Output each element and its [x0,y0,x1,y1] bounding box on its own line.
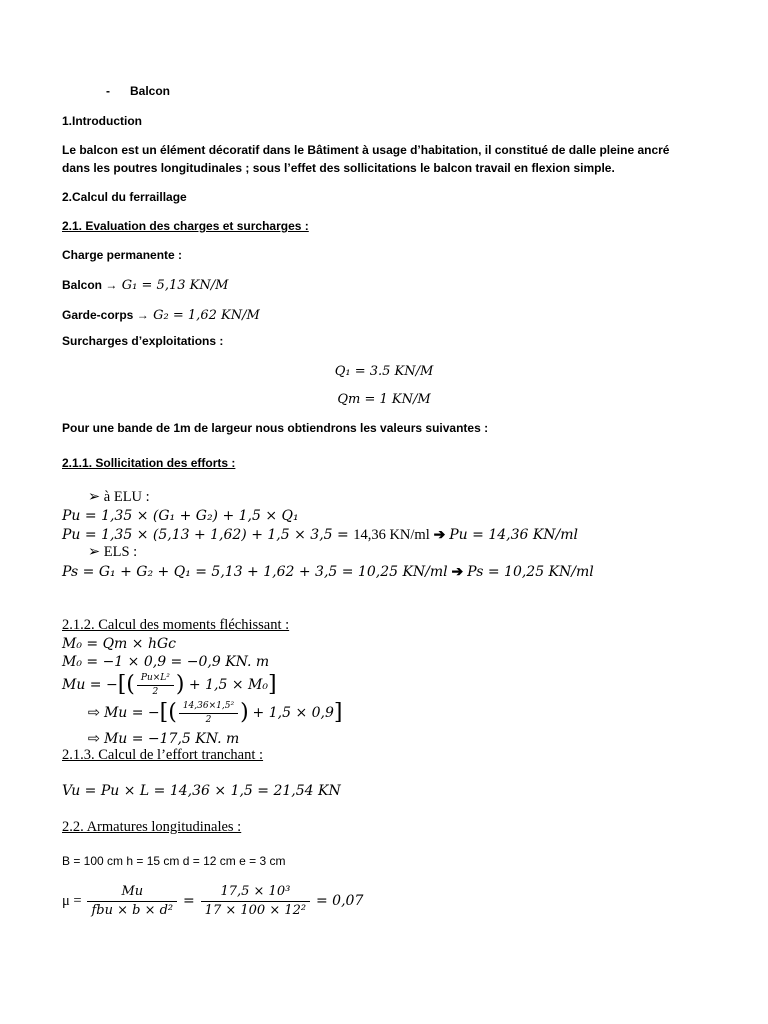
pu-equation-2b: 14,36 KN/ml [353,527,430,543]
heading-moments-flechissant: 2.1.2. Calcul des moments fléchissant : [62,617,290,633]
balcon-label: Balcon → [62,278,118,292]
balcon-load-line [62,275,228,294]
mu-prefix: Mu = − [62,677,118,694]
mu2-fraction-denominator: 2 [205,714,212,725]
heading-introduction: 1.Introduction [62,114,142,128]
mu2-prefix: Mu = − [103,704,160,721]
heading-effort-tranchant: 2.1.3. Calcul de l’effort tranchant : [62,747,264,763]
mu2-fraction [179,701,238,726]
garde-corps-load-line [62,305,260,324]
mu-fraction [137,673,174,698]
mu-equation-3 [62,730,239,748]
m0-equation-1: M₀ = Qm × hGc [62,636,177,652]
mu-equation-2: ⇨ Mu = −[( $\frac{\text{14,36×1,5²}}{2}$ ) + 1,5 × 0,9] [87,700,343,725]
pu-equation-1: Pu = 1,35 × (G₁ + G₂) + 1,5 × Q₁ [62,508,299,524]
bande-text: Pour une bande de 1m de largeur nous obtiendrons les valeurs suivantes : [62,421,489,435]
qm-equation: Qm = 1 KN/M [337,392,431,407]
mu-ratio-fraction-1-denominator: fbu × b × d² [91,902,174,918]
section-dimensions: B = 100 cm h = 15 cm d = 12 cm e = 3 cm [62,854,286,868]
mu-equation-1: Mu = −[( $\frac{\text{Pu×L²}}{2}$ ) + 1,5 × M₀] [62,672,277,697]
arrow-bullet-icon: ➢ [88,544,101,560]
ps-equation-line [62,563,594,581]
intro-paragraph-line-1: Le balcon est un élément décoratif dans le Bâtiment à usage d’habitation, il constitué de dalle pleine ancré [62,143,670,157]
heading-evaluation-charges: 2.1. Evaluation des charges et surcharges : [62,219,309,233]
mu-ratio-result: = 0,07 [316,892,364,909]
doc-title: Balcon [130,84,171,98]
q1-equation: Q₁ = 3.5 KN/M [334,364,434,379]
surcharges-label: Surcharges d’exploitations : [62,334,224,348]
heading-sollicitation-efforts: 2.1.1. Sollicitation des efforts : [62,456,236,470]
equals-sign: = [183,892,195,909]
mu-ratio-fraction-2-numerator: 17,5 × 10³ [201,884,310,902]
mu-ratio-equation [62,884,363,918]
arrow-bullet-icon: ➢ [88,489,101,505]
bullet-dash: - [106,84,110,98]
mu2-fraction-numerator: 14,36×1,5² [179,701,238,714]
elu-bullet-line [88,489,150,506]
heading-calcul-ferraillage: 2.Calcul du ferraillage [62,190,187,204]
charge-permanente-label: Charge permanente : [62,248,183,262]
elu-label: à ELU : [103,489,150,505]
garde-corps-equation: G₂ = 1,62 KN/M [153,308,260,323]
pu-equation-2-line [62,526,578,544]
mu-fraction-denominator: 2 [152,686,159,697]
els-label: ELS : [103,544,138,560]
balcon-equation: G₁ = 5,13 KN/M [121,278,229,293]
m0-equation-2: M₀ = −1 × 0,9 = −0,9 KN. m [62,654,270,670]
mu-ratio-fraction-2-denominator: 17 × 100 × 12² [204,902,307,918]
mu-ratio-fraction-1-numerator: Mu [87,884,177,902]
ps-equation-1: Ps = G₁ + G₂ + Q₁ = 5,13 + 1,62 + 3,5 = 10,25 KN/ml [62,564,448,580]
mu-suffix: + 1,5 × M₀ [188,677,268,694]
mu3-equation: Mu = −17,5 KN. m [103,731,240,747]
hollow-arrow-icon: ⇨ [87,731,101,747]
pu-equation-2a: Pu = 1,35 × (5,13 + 1,62) + 1,5 × 3,5 = [62,527,354,543]
bold-arrow-icon: ➔ [451,563,464,579]
mu-ratio-fraction-2 [201,884,310,918]
heading-armatures-longitudinales: 2.2. Armatures longitudinales : [62,819,242,835]
ps-equation-2: Ps = 10,25 KN/ml [467,564,594,580]
mu-fraction-numerator: Pu×L² [137,673,174,686]
mu2-suffix: + 1,5 × 0,9 [252,704,334,721]
els-bullet-line [88,544,137,561]
pu-equation-2c: Pu = 14,36 KN/ml [449,527,579,543]
hollow-arrow-icon: ⇨ [87,704,101,721]
mu-symbol: μ = [62,892,82,909]
bold-arrow-icon: ➔ [433,526,446,542]
intro-paragraph-line-2: dans les poutres longitudinales ; sous l’effet des sollicitations le balcon travail en flexion simple. [62,161,615,175]
garde-corps-label: Garde-corps → [62,308,149,322]
mu-ratio-fraction-1 [87,884,177,918]
vu-equation: Vu = Pu × L = 14,36 × 1,5 = 21,54 KN [62,783,341,799]
